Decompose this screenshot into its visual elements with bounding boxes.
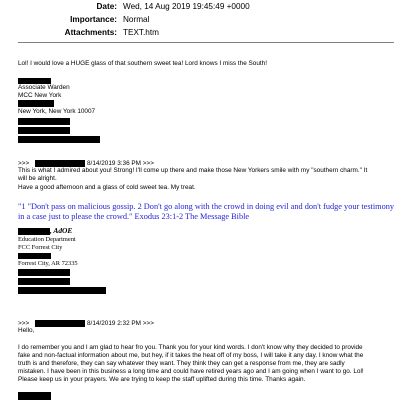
msg2-paragraph-line-5: Please keep us in your prayers. We are trying to keep the staff uplifted during this time. Thanks again.: [18, 376, 306, 383]
msg1-signature-city: Forrest City, AR 72335: [18, 260, 78, 267]
reply-text: Lol! I would love a HUGE glass of that southern sweet tea! Lord knows I miss the South!: [18, 60, 268, 67]
redaction-msg1-fax: [18, 278, 70, 285]
msg1-line-2: will be alright.: [18, 175, 57, 182]
redaction-fax: [18, 127, 70, 134]
reply-signature-city: New York, New York 10007: [18, 108, 96, 115]
redaction-msg2-sender: [35, 320, 85, 327]
redaction-phone: [18, 118, 70, 125]
date-row: [0, 0, 400, 13]
reply-signature-title: Associate Warden: [18, 84, 70, 91]
date-label: Date:: [96, 2, 117, 11]
redaction-msg1-sender: [35, 160, 85, 167]
redaction-msg2-signature: [18, 392, 51, 400]
redaction-email: [18, 136, 100, 143]
msg1-signature-suffix: , AdOE: [50, 226, 73, 235]
msg2-paragraph-line-3: truth is and therefore, they can say whatever they want. They think they can get a response from me, they are sadly: [18, 360, 345, 367]
importance-value: Normal: [123, 15, 150, 24]
msg2-paragraph-line-4: mistaken. I have been in this business a long time and could have retired years ago and I am going when I want to go. Lol!: [18, 368, 364, 375]
importance-row: [0, 13, 400, 26]
attachments-value: TEXT.htm: [123, 28, 159, 37]
msg2-greeting: Hello,: [18, 327, 35, 334]
msg1-line-1: This is what I admired about you! Strong! I'll come up there and make those New Yorkers smile with my "southern charm." It: [18, 167, 368, 174]
msg1-quote-line-2: in a case just to please the crowd." Exodus 23:1-2 The Message Bible: [18, 212, 250, 221]
msg1-signature-name: [18, 227, 72, 236]
msg1-prefix: >>>: [18, 160, 30, 167]
msg1-signature-org: FCC Forrest City: [18, 244, 63, 251]
reply-signature-org: MCC New York: [18, 92, 62, 99]
attachments-row: [0, 26, 400, 39]
msg2-prefix: >>>: [18, 320, 30, 327]
msg1-line-3: Have a good afternoon and a glass of cold sweet tea. My treat.: [18, 184, 196, 191]
redaction-address: [18, 100, 54, 107]
redaction-msg1-email: [18, 287, 106, 294]
redaction-msg1-sig-name: [18, 228, 50, 235]
msg1-signature-dept: Education Department: [18, 236, 76, 243]
attachments-label: Attachments:: [64, 28, 117, 37]
msg2-timestamp: 8/14/2019 2:32 PM >>>: [87, 320, 154, 327]
msg2-paragraph-line-1: I do remember you and I am glad to hear fro you. Thank you for your kind words. I don't know why they decided to provide: [18, 344, 363, 351]
redaction-msg1-phone: [18, 269, 70, 276]
msg2-paragraph-line-2: fake and non-factual information about me, but hey, if it takes the heat off of my boss, I will take it any day. I know what the: [18, 352, 364, 359]
msg1-quote-line-1: "1 "Don't pass on malicious gossip. 2 Don't go along with the crowd in doing evil and don't fudge your testimony: [18, 202, 395, 211]
header-divider: [18, 42, 394, 43]
msg1-timestamp: 8/14/2019 3:36 PM >>>: [87, 160, 154, 167]
date-value: Wed, 14 Aug 2019 19:45:49 +0000: [123, 2, 250, 11]
redaction-msg1-address: [18, 253, 51, 259]
importance-label: Importance:: [70, 15, 117, 24]
